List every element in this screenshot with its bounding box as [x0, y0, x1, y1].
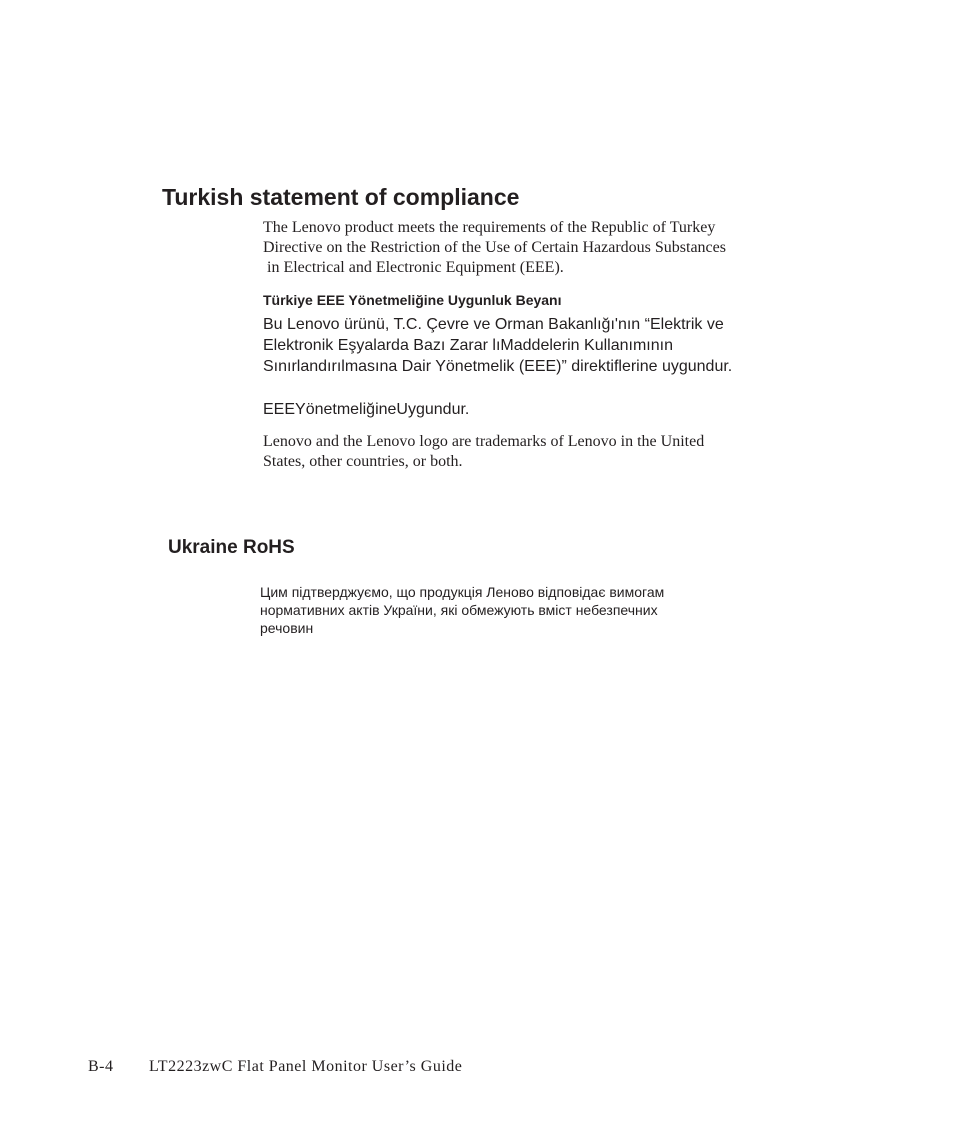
- page-number: B-4: [88, 1058, 114, 1075]
- text-line: Bu Lenovo ürünü, T.C. Çevre ve Orman Bakanlığı'nın “Elektrik ve: [263, 316, 724, 333]
- ukraine-section-title: Ukraine RoHS: [168, 537, 295, 558]
- text-line: Sınırlandırılmasına Dair Yönetmelik (EEE)” direktiflerine uygundur.: [263, 358, 733, 375]
- text-line: Цим підтверджуємо, що продукція Леново відповідає вимогам: [260, 584, 665, 600]
- text-line: in Electrical and Electronic Equipment (EEE).: [263, 259, 564, 276]
- document-title: LT2223zwC Flat Panel Monitor User’s Guide: [149, 1058, 463, 1075]
- text-line: Lenovo and the Lenovo logo are trademarks of Lenovo in the United: [263, 433, 705, 450]
- ukraine-body-paragraph: [260, 583, 664, 637]
- turkish-intro-paragraph: [263, 218, 726, 278]
- text-line: Directive on the Restriction of the Use of Certain Hazardous Substances: [263, 239, 726, 256]
- trademark-paragraph: [263, 432, 704, 472]
- text-line: EEEYönetmeliğineUygundur.: [263, 401, 470, 418]
- text-line: речовин: [260, 620, 314, 636]
- text-line: The Lenovo product meets the requirements of the Republic of Turkey: [263, 219, 716, 236]
- turkish-section-title: Turkish statement of compliance: [162, 184, 520, 210]
- text-line: Elektronik Eşyalarda Bazı Zarar lıMaddelerin Kullanımının: [263, 337, 673, 354]
- turkish-declaration-paragraph: [263, 314, 732, 377]
- turkish-conformity-line: [263, 399, 469, 420]
- text-line: нормативних актів України, які обмежують вміст небезпечних: [260, 602, 658, 618]
- text-line: States, other countries, or both.: [263, 453, 463, 470]
- turkish-declaration-heading: Türkiye EEE Yönetmeliğine Uygunluk Beyanı: [263, 292, 562, 308]
